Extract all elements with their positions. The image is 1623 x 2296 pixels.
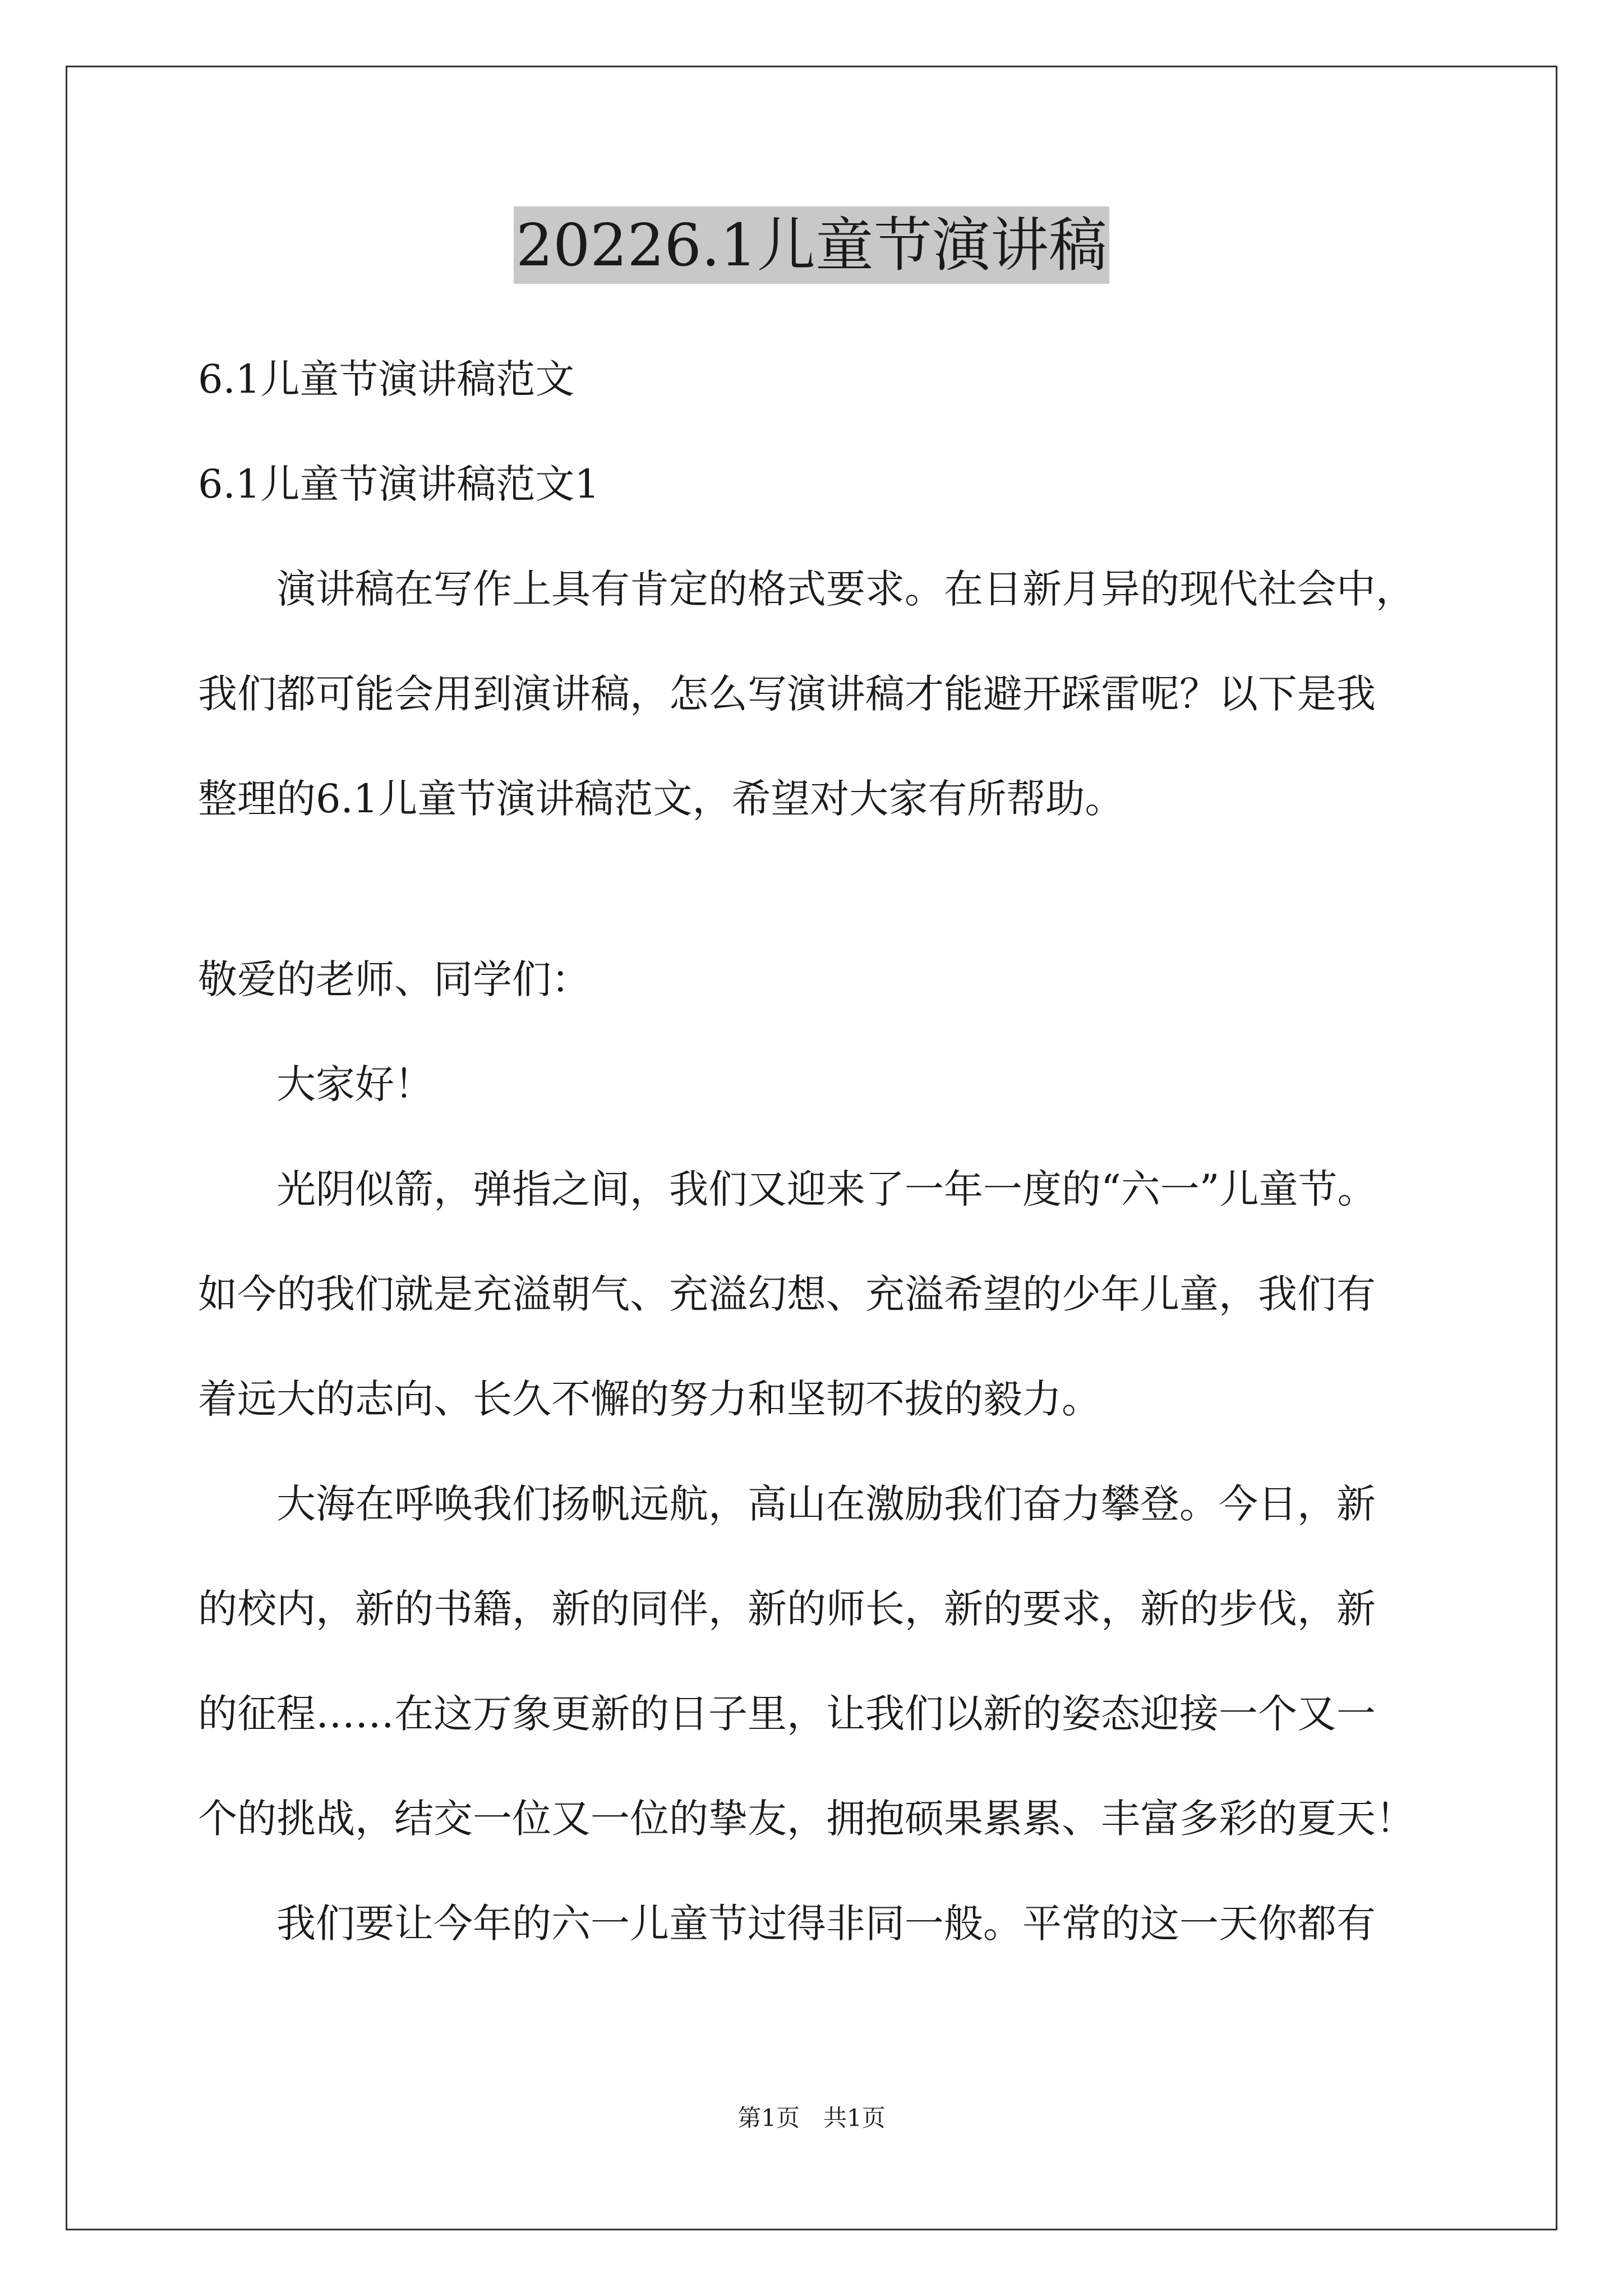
text-line: 如今的我们就是充溢朝气、充溢幻想、充溢希望的少年儿童，我们有 [198,1271,1376,1317]
heading-line: 6.1儿童节演讲稿范文 [198,356,575,402]
text-line: 的校内，新的书籍，新的同伴，新的师长，新的要求，新的步伐，新 [198,1586,1376,1632]
text-line: 大海在呼唤我们扬帆远航，高山在激励我们奋力攀登。今日，新 [198,1481,1376,1527]
text-line: 演讲稿在写作上具有肯定的格式要求。在日新月异的现代社会中， [198,566,1415,612]
page-number-footer: 第1页 共1页 [737,2104,886,2132]
text-line: 我们都可能会用到演讲稿，怎么写演讲稿才能避开踩雷呢？以下是我 [198,671,1376,717]
title-container [0,206,1623,284]
text-line: 我们要让今年的六一儿童节过得非同一般。平常的这一天你都有 [198,1901,1376,1947]
greeting-line: 大家好！ [198,1061,434,1107]
subheading-line: 6.1儿童节演讲稿范文1 [198,461,600,507]
text-line: 光阴似箭，弹指之间，我们又迎来了一年一度的“六一”儿童节。 [198,1166,1377,1212]
document-title: 20226.1儿童节演讲稿 [514,206,1109,284]
text-line: 的征程……在这万象更新的日子里，让我们以新的姿态迎接一个又一 [198,1691,1376,1737]
text-line: 着远大的志向、长久不懈的努力和坚韧不拔的毅力。 [198,1376,1101,1422]
text-line: 个的挑战，结交一位又一位的挚友，拥抱硕果累累、丰富多彩的夏天！ [198,1796,1415,1842]
text-line: 整理的6.1儿童节演讲稿范文，希望对大家有所帮助。 [198,776,1124,822]
salutation-line: 敬爱的老师、同学们： [198,956,591,1002]
